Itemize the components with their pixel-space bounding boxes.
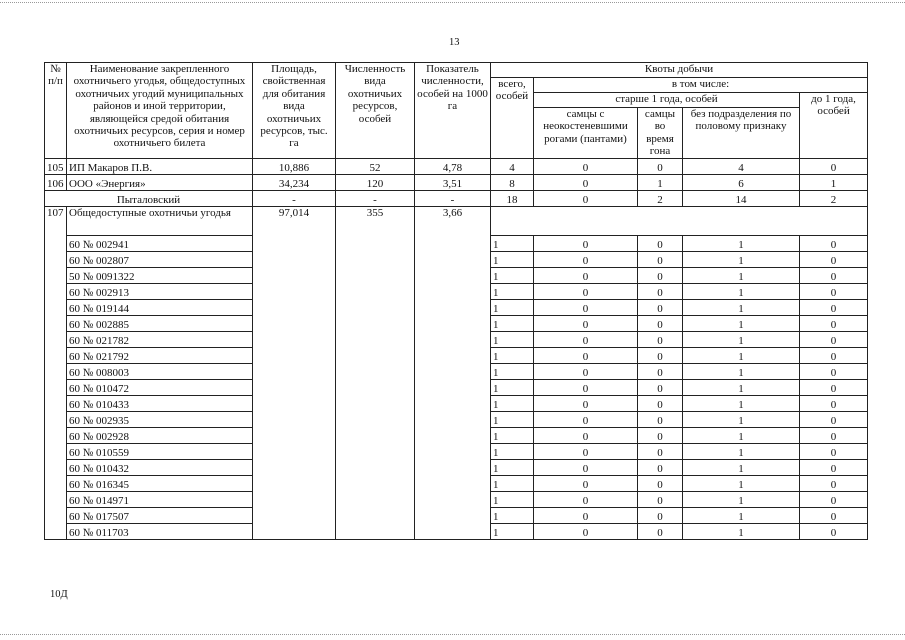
row-no-sex: 4 bbox=[683, 159, 800, 175]
ticket-total: 1 bbox=[491, 396, 534, 412]
ticket-under1: 0 bbox=[800, 412, 868, 428]
public-lands-row bbox=[45, 207, 868, 236]
district-total: 18 bbox=[491, 191, 534, 207]
row-name: ООО «Энергия» bbox=[67, 175, 253, 191]
ticket-males-antlers: 0 bbox=[534, 492, 638, 508]
ticket-total: 1 bbox=[491, 508, 534, 524]
ticket-total: 1 bbox=[491, 524, 534, 540]
ticket-no-sex: 1 bbox=[683, 428, 800, 444]
ticket-males-antlers: 0 bbox=[534, 284, 638, 300]
ticket-males-rut: 0 bbox=[638, 316, 683, 332]
row-under1: 0 bbox=[800, 159, 868, 175]
ticket-males-antlers: 0 bbox=[534, 348, 638, 364]
ticket-no-sex: 1 bbox=[683, 332, 800, 348]
row-population: 52 bbox=[336, 159, 415, 175]
ticket-id: 60 № 002807 bbox=[67, 252, 253, 268]
header-quotas: Квоты добычи bbox=[491, 63, 868, 78]
ticket-under1: 0 bbox=[800, 252, 868, 268]
district-area: - bbox=[253, 191, 336, 207]
ticket-males-rut: 0 bbox=[638, 252, 683, 268]
ticket-males-antlers: 0 bbox=[534, 252, 638, 268]
ticket-id: 60 № 021782 bbox=[67, 332, 253, 348]
ticket-no-sex: 1 bbox=[683, 380, 800, 396]
ticket-males-rut: 0 bbox=[638, 348, 683, 364]
ticket-males-rut: 0 bbox=[638, 444, 683, 460]
header-name: Наименование закрепленного охотничьего угодья, общедоступных охотничьих угодий муниципальных районов и иной территории, являющейся средой обитания охотничьих ресурсов, серия и номер охотничьего билета bbox=[67, 63, 253, 159]
ticket-under1: 0 bbox=[800, 332, 868, 348]
public-population: 355 bbox=[336, 207, 415, 540]
ticket-id: 60 № 008003 bbox=[67, 364, 253, 380]
ticket-no-sex: 1 bbox=[683, 444, 800, 460]
header-area: Площадь, свойственная для обитания вида охотничьих ресурсов, тыс. га bbox=[253, 63, 336, 159]
ticket-total: 1 bbox=[491, 316, 534, 332]
ticket-no-sex: 1 bbox=[683, 316, 800, 332]
ticket-no-sex: 1 bbox=[683, 396, 800, 412]
ticket-id: 60 № 002913 bbox=[67, 284, 253, 300]
ticket-total: 1 bbox=[491, 364, 534, 380]
footer-code: 10Д bbox=[50, 589, 68, 600]
ticket-total: 1 bbox=[491, 444, 534, 460]
ticket-males-rut: 0 bbox=[638, 476, 683, 492]
ticket-total: 1 bbox=[491, 380, 534, 396]
ticket-no-sex: 1 bbox=[683, 236, 800, 252]
row-males-antlers: 0 bbox=[534, 175, 638, 191]
row-no-sex: 6 bbox=[683, 175, 800, 191]
ticket-total: 1 bbox=[491, 236, 534, 252]
ticket-males-rut: 0 bbox=[638, 364, 683, 380]
ticket-id: 60 № 010433 bbox=[67, 396, 253, 412]
row-density: 3,51 bbox=[415, 175, 491, 191]
ticket-total: 1 bbox=[491, 492, 534, 508]
ticket-id: 60 № 021792 bbox=[67, 348, 253, 364]
ticket-under1: 0 bbox=[800, 524, 868, 540]
ticket-males-rut: 0 bbox=[638, 412, 683, 428]
ticket-under1: 0 bbox=[800, 364, 868, 380]
ticket-id: 60 № 016345 bbox=[67, 476, 253, 492]
ticket-id: 60 № 002928 bbox=[67, 428, 253, 444]
ticket-males-rut: 0 bbox=[638, 508, 683, 524]
ticket-no-sex: 1 bbox=[683, 476, 800, 492]
ticket-no-sex: 1 bbox=[683, 508, 800, 524]
header-males-antlers: самцы с неокостеневшими рогами (пантами) bbox=[534, 108, 638, 159]
ticket-males-rut: 0 bbox=[638, 396, 683, 412]
ticket-males-antlers: 0 bbox=[534, 300, 638, 316]
row-total: 4 bbox=[491, 159, 534, 175]
page-number: 13 bbox=[449, 37, 460, 48]
ticket-males-antlers: 0 bbox=[534, 316, 638, 332]
ticket-males-rut: 0 bbox=[638, 460, 683, 476]
ticket-id: 60 № 017507 bbox=[67, 508, 253, 524]
ticket-id: 60 № 002885 bbox=[67, 316, 253, 332]
district-males-rut: 2 bbox=[638, 191, 683, 207]
table-row bbox=[45, 159, 868, 175]
row-population: 120 bbox=[336, 175, 415, 191]
ticket-under1: 0 bbox=[800, 476, 868, 492]
ticket-no-sex: 1 bbox=[683, 284, 800, 300]
district-no-sex: 14 bbox=[683, 191, 800, 207]
table-row bbox=[45, 175, 868, 191]
ticket-total: 1 bbox=[491, 428, 534, 444]
district-males-antlers: 0 bbox=[534, 191, 638, 207]
public-density: 3,66 bbox=[415, 207, 491, 540]
ticket-total: 1 bbox=[491, 252, 534, 268]
ticket-no-sex: 1 bbox=[683, 492, 800, 508]
header-density: Показатель численности, особей на 1000 га bbox=[415, 63, 491, 159]
row-density: 4,78 bbox=[415, 159, 491, 175]
header-total: всего, особей bbox=[491, 78, 534, 159]
ticket-total: 1 bbox=[491, 332, 534, 348]
ticket-total: 1 bbox=[491, 460, 534, 476]
row-num: 106 bbox=[45, 175, 67, 191]
ticket-males-antlers: 0 bbox=[534, 460, 638, 476]
ticket-no-sex: 1 bbox=[683, 348, 800, 364]
district-density: - bbox=[415, 191, 491, 207]
row-under1: 1 bbox=[800, 175, 868, 191]
ticket-males-antlers: 0 bbox=[534, 380, 638, 396]
ticket-under1: 0 bbox=[800, 460, 868, 476]
header-population: Численность вида охотничьих ресурсов, особей bbox=[336, 63, 415, 159]
row-males-antlers: 0 bbox=[534, 159, 638, 175]
ticket-under1: 0 bbox=[800, 268, 868, 284]
ticket-under1: 0 bbox=[800, 444, 868, 460]
ticket-males-rut: 0 bbox=[638, 492, 683, 508]
ticket-males-antlers: 0 bbox=[534, 236, 638, 252]
scan-edge-top bbox=[0, 2, 905, 3]
district-name: Пыталовский bbox=[45, 191, 253, 207]
ticket-id: 60 № 010432 bbox=[67, 460, 253, 476]
row-num: 105 bbox=[45, 159, 67, 175]
ticket-males-antlers: 0 bbox=[534, 268, 638, 284]
ticket-under1: 0 bbox=[800, 396, 868, 412]
ticket-total: 1 bbox=[491, 412, 534, 428]
quota-table bbox=[44, 62, 868, 540]
row-name: ИП Макаров П.В. bbox=[67, 159, 253, 175]
public-num: 107 bbox=[45, 207, 67, 540]
ticket-total: 1 bbox=[491, 476, 534, 492]
row-total: 8 bbox=[491, 175, 534, 191]
ticket-id: 60 № 010559 bbox=[67, 444, 253, 460]
ticket-id: 60 № 011703 bbox=[67, 524, 253, 540]
ticket-no-sex: 1 bbox=[683, 252, 800, 268]
ticket-males-rut: 0 bbox=[638, 268, 683, 284]
ticket-total: 1 bbox=[491, 348, 534, 364]
ticket-males-antlers: 0 bbox=[534, 524, 638, 540]
ticket-total: 1 bbox=[491, 300, 534, 316]
district-under1: 2 bbox=[800, 191, 868, 207]
ticket-id: 60 № 010472 bbox=[67, 380, 253, 396]
ticket-no-sex: 1 bbox=[683, 268, 800, 284]
ticket-under1: 0 bbox=[800, 348, 868, 364]
header-no-sex: без подразделения по половому признаку bbox=[683, 108, 800, 159]
public-name: Общедоступные охотничьи угодья bbox=[67, 207, 253, 236]
ticket-males-antlers: 0 bbox=[534, 412, 638, 428]
row-area: 34,234 bbox=[253, 175, 336, 191]
ticket-total: 1 bbox=[491, 284, 534, 300]
ticket-males-antlers: 0 bbox=[534, 428, 638, 444]
ticket-id: 60 № 002941 bbox=[67, 236, 253, 252]
ticket-males-rut: 0 bbox=[638, 428, 683, 444]
ticket-total: 1 bbox=[491, 268, 534, 284]
public-quota-empty bbox=[491, 207, 868, 236]
ticket-no-sex: 1 bbox=[683, 364, 800, 380]
district-population: - bbox=[336, 191, 415, 207]
header-including: в том числе: bbox=[534, 78, 868, 93]
ticket-id: 50 № 0091322 bbox=[67, 268, 253, 284]
header-num: № п/п bbox=[45, 63, 67, 159]
ticket-males-rut: 0 bbox=[638, 380, 683, 396]
row-males-rut: 1 bbox=[638, 175, 683, 191]
ticket-no-sex: 1 bbox=[683, 412, 800, 428]
header-row-1 bbox=[45, 63, 868, 78]
header-older: старше 1 года, особей bbox=[534, 93, 800, 108]
ticket-under1: 0 bbox=[800, 428, 868, 444]
ticket-under1: 0 bbox=[800, 492, 868, 508]
ticket-no-sex: 1 bbox=[683, 460, 800, 476]
ticket-males-antlers: 0 bbox=[534, 332, 638, 348]
ticket-males-antlers: 0 bbox=[534, 444, 638, 460]
header-under1: до 1 года, особей bbox=[800, 93, 868, 159]
ticket-id: 60 № 002935 bbox=[67, 412, 253, 428]
public-area: 97,014 bbox=[253, 207, 336, 540]
row-males-rut: 0 bbox=[638, 159, 683, 175]
ticket-no-sex: 1 bbox=[683, 524, 800, 540]
ticket-under1: 0 bbox=[800, 284, 868, 300]
ticket-under1: 0 bbox=[800, 316, 868, 332]
ticket-males-rut: 0 bbox=[638, 236, 683, 252]
ticket-males-antlers: 0 bbox=[534, 364, 638, 380]
scan-edge-bottom bbox=[0, 634, 905, 635]
ticket-males-rut: 0 bbox=[638, 332, 683, 348]
ticket-males-antlers: 0 bbox=[534, 396, 638, 412]
ticket-males-rut: 0 bbox=[638, 284, 683, 300]
ticket-males-antlers: 0 bbox=[534, 508, 638, 524]
ticket-id: 60 № 019144 bbox=[67, 300, 253, 316]
district-total-row bbox=[45, 191, 868, 207]
ticket-no-sex: 1 bbox=[683, 300, 800, 316]
header-males-rut: самцы во время гона bbox=[638, 108, 683, 159]
ticket-under1: 0 bbox=[800, 300, 868, 316]
ticket-under1: 0 bbox=[800, 508, 868, 524]
ticket-males-rut: 0 bbox=[638, 300, 683, 316]
ticket-under1: 0 bbox=[800, 236, 868, 252]
ticket-id: 60 № 014971 bbox=[67, 492, 253, 508]
row-area: 10,886 bbox=[253, 159, 336, 175]
ticket-males-rut: 0 bbox=[638, 524, 683, 540]
ticket-males-antlers: 0 bbox=[534, 476, 638, 492]
ticket-under1: 0 bbox=[800, 380, 868, 396]
